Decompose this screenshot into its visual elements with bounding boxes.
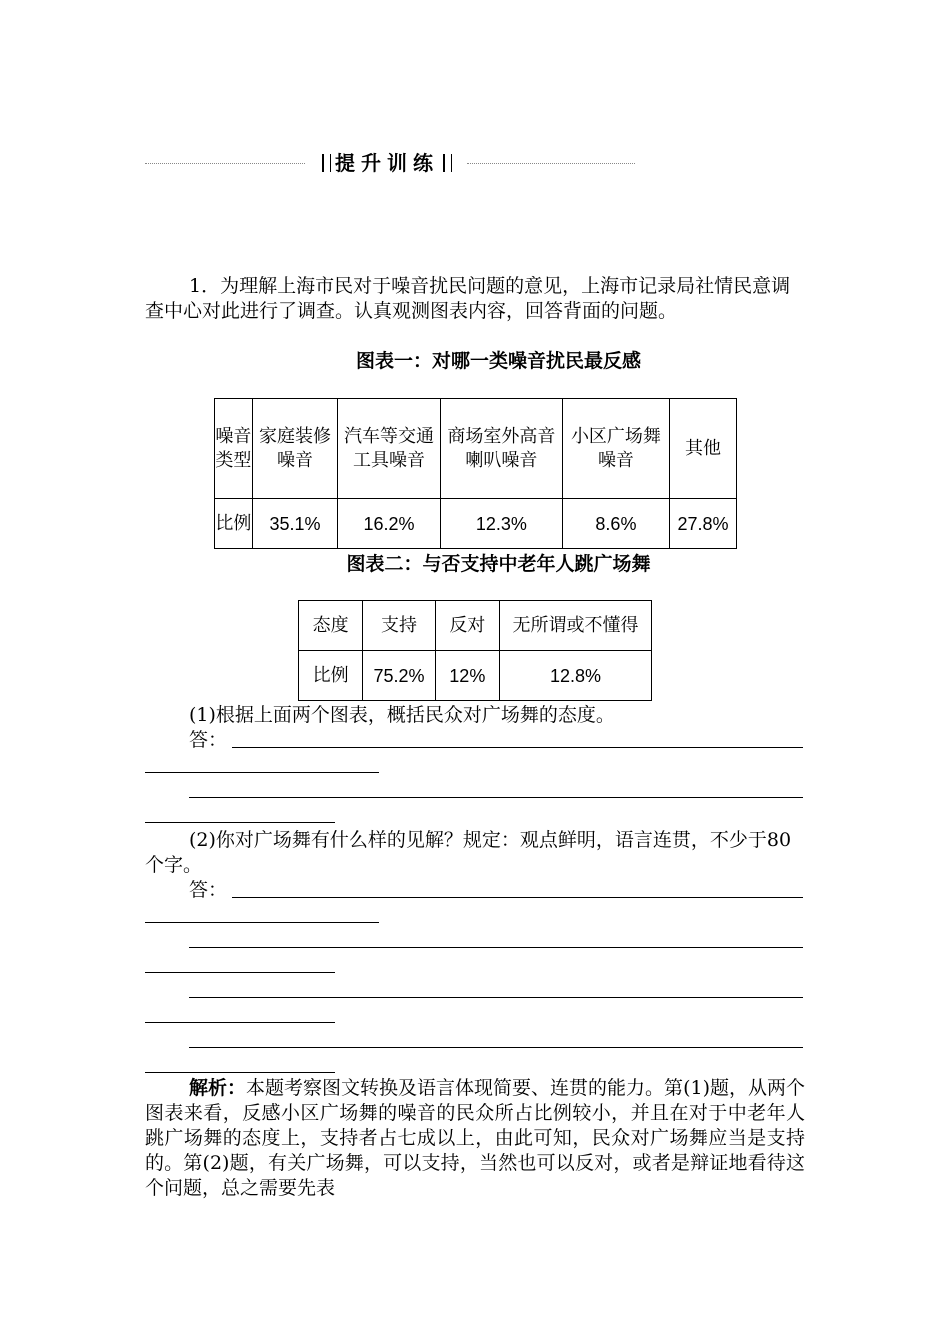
section-title: 提升训练 (313, 148, 461, 178)
question-intro: 1．为理解上海市民对于噪音扰民问题的意见，上海市记录局社情民意调查中心对此进行了调查。认真观测图表内容，回答背面的问题。 (145, 275, 791, 322)
sub-question-2: (2)你对广场舞有什么样的见解？规定：观点鲜明，语言连贯，不少于80个字。 (145, 829, 792, 876)
dotted-rule-right (467, 163, 635, 164)
table1-col-header: 汽车等交通工具噪音 (338, 399, 441, 499)
table1-cell: 35.1% (252, 499, 337, 549)
table1-row-label-type: 噪音类型 (215, 399, 253, 499)
dotted-rule-left (145, 163, 305, 164)
table2 (298, 600, 652, 701)
table1-cell: 16.2% (338, 499, 441, 549)
analysis (145, 1076, 805, 1201)
table2-cell: 75.2% (363, 651, 435, 701)
analysis-text: 本题考察图文转换及语言体现简要、连贯的能力。第(1)题，从两个图表来看，反感小区广场舞的噪音的民众所占比例较小，并且在对于中老年人跳广场舞的态度上，支持者占七成以上，由此可知，民众对广场舞应当是支持的。第(2)题，有关广场舞，可以支持，当然也可以反对，或者是辩证地看待这个问题，总之需要先表 (145, 1077, 805, 1199)
table1-col-header: 商场室外高音喇叭噪音 (440, 399, 562, 499)
answer-line[interactable] (189, 947, 803, 948)
table1-cell: 8.6% (562, 499, 669, 549)
table1-cell: 27.8% (669, 499, 736, 549)
table1-caption: 图表一：对哪一类噪音扰民最反感 (355, 350, 641, 372)
table1-col-header: 小区广场舞噪音 (562, 399, 669, 499)
table1-cell: 12.3% (440, 499, 562, 549)
table1-col-header: 家庭装修噪音 (252, 399, 337, 499)
answer-label-2: 答： (189, 879, 228, 901)
double-bar-icon (322, 154, 331, 172)
table1 (214, 398, 737, 549)
answer-line[interactable] (189, 797, 803, 798)
table2-col-header: 无所谓或不懂得 (499, 601, 651, 651)
answer-line[interactable] (145, 972, 335, 973)
table1-row-label-ratio: 比例 (215, 499, 253, 549)
answer-line[interactable] (145, 922, 379, 923)
answer-label-1: 答： (189, 729, 228, 751)
sub-question-1: (1)根据上面两个图表，概括民众对广场舞的态度。 (189, 704, 615, 726)
table2-col-header: 支持 (363, 601, 435, 651)
table2-cell: 12% (435, 651, 499, 701)
answer-line[interactable] (145, 772, 379, 773)
table1-col-header: 其他 (669, 399, 736, 499)
answer-line[interactable] (145, 822, 335, 823)
table2-cell: 12.8% (499, 651, 651, 701)
section-header (145, 148, 635, 178)
table2-row-label-attitude: 态度 (299, 601, 363, 651)
answer-line[interactable] (145, 1022, 335, 1023)
table2-caption: 图表二：与否支持中老年人跳广场舞 (346, 553, 651, 575)
analysis-label: 解析： (189, 1077, 247, 1099)
table2-row-label-ratio: 比例 (299, 651, 363, 701)
answer-line[interactable] (189, 1047, 803, 1048)
double-bar-icon (443, 154, 452, 172)
answer-line[interactable] (145, 1072, 335, 1073)
answer-line[interactable] (232, 897, 803, 898)
table2-col-header: 反对 (435, 601, 499, 651)
answer-line[interactable] (189, 997, 803, 998)
answer-line[interactable] (232, 747, 803, 748)
